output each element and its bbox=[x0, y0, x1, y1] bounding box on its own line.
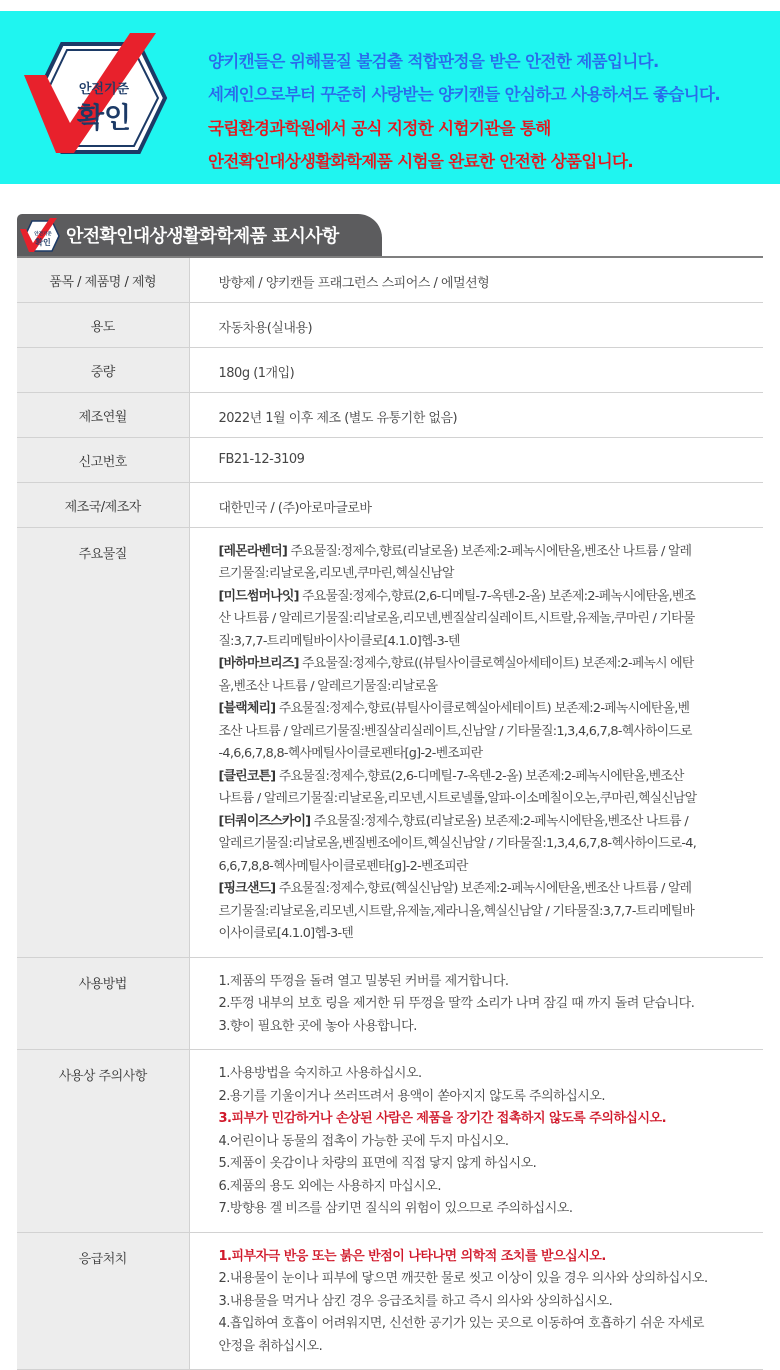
safety-check-badge-icon bbox=[18, 31, 168, 166]
svg-text:확인: 확인 bbox=[35, 238, 51, 247]
caution-line: 1.사용방법을 숙지하고 사용하십시오. bbox=[218, 1066, 422, 1081]
svg-text:안전기준: 안전기준 bbox=[34, 232, 52, 237]
row-label: 응급처치 bbox=[17, 1232, 189, 1370]
ingredients-list bbox=[189, 527, 763, 957]
ingredient-name: [미드썸머나잇] bbox=[218, 588, 299, 604]
row-value: 방향제 / 양키캔들 프래그런스 스피어스 / 에멀션형 bbox=[189, 257, 763, 302]
firstaid-list bbox=[189, 1232, 763, 1370]
row-value: 자동차용(실내용) bbox=[189, 302, 763, 347]
caution-line-highlighted: 3.피부가 민감하거나 손상된 사람은 제품을 장기간 접촉하지 않도록 주의하십시오. bbox=[218, 1111, 667, 1126]
table-row bbox=[17, 302, 763, 347]
row-label: 주요물질 bbox=[17, 527, 189, 957]
banner-message bbox=[208, 45, 720, 179]
safety-check-mini-icon bbox=[19, 217, 61, 255]
table-row-directions bbox=[17, 957, 763, 1050]
ingredient-name: [블랙체리] bbox=[218, 701, 276, 716]
row-label: 용도 bbox=[17, 302, 189, 347]
cautions-list bbox=[189, 1050, 763, 1233]
table-row-firstaid bbox=[17, 1232, 763, 1370]
directions-list bbox=[189, 957, 763, 1050]
row-label: 중량 bbox=[17, 347, 189, 392]
row-value: 180g (1개입) bbox=[189, 347, 763, 392]
row-label: 제조국/제조자 bbox=[17, 482, 189, 527]
ingredient-line: 이사이클로[4.1.0]헵-3-텐 bbox=[218, 926, 354, 941]
caution-line: 6.제품의 용도 외에는 사용하지 마십시오. bbox=[218, 1178, 441, 1194]
ingredient-line: [터쿼이즈스카이] 주요물질:정제수,향료(리날로올) 보존제:2-페녹시에탄올,벤조산 나트륨 / bbox=[218, 813, 688, 829]
ingredient-line: [클린코튼] 주요물질:정제수,향료(2,6-디메틸-7-옥텐-2-올) 보존제:2-페녹시에탄올,벤조산 bbox=[218, 768, 684, 784]
table-row bbox=[17, 437, 763, 482]
caution-line: 4.어린이나 동물의 접촉이 가능한 곳에 두지 마십시오. bbox=[218, 1133, 509, 1149]
row-label: 품목 / 제품명 / 제형 bbox=[17, 257, 189, 302]
ingredient-line: 나트륨 / 알레르기물질:리날로올,리모넨,시트로넬롤,알파-이소메칠이오논,쿠마린,헥실신남알 bbox=[218, 791, 697, 806]
table-row bbox=[17, 257, 763, 302]
caution-line: 7.방향용 겔 비즈를 삼키면 질식의 위험이 있으므로 주의하십시오. bbox=[218, 1201, 573, 1216]
caution-line: 5.제품이 옷감이나 차량의 표면에 직접 닿지 않게 하십시오. bbox=[218, 1156, 537, 1171]
direction-line: 3.향이 필요한 곳에 놓아 사용합니다. bbox=[218, 1018, 417, 1034]
row-label: 제조연월 bbox=[17, 392, 189, 437]
ingredient-line: 올,벤조산 나트륨 / 알레르기물질:리날로올 bbox=[218, 678, 438, 694]
ingredient-line: [바하마브리즈] 주요물질:정제수,향료((뷰틸사이클로헥실아세테이트) 보존제:2-페녹시 에탄 bbox=[218, 656, 694, 671]
firstaid-line-highlighted: 1.피부자극 반응 또는 붉은 반점이 나타나면 의학적 조치를 받으십시오. bbox=[218, 1248, 606, 1264]
safety-banner bbox=[0, 11, 780, 184]
ingredient-line: 산 나트륨 / 알레르기물질:리날로올,리모넨,벤질살리실레이트,시트랄,유제놀,쿠마린 / 기타물 bbox=[218, 611, 695, 626]
ingredient-line: -4,6,6,7,8,8-헥사메틸사이클로펜타[g]-2-벤조피란 bbox=[218, 746, 483, 761]
direction-line: 1.제품의 뚜껑을 돌려 열고 밀봉된 커버를 제거합니다. bbox=[218, 973, 509, 989]
banner-line: 국립환경과학원에서 공식 지정한 시험기관을 통해 bbox=[208, 118, 551, 138]
row-label: 사용상 주의사항 bbox=[17, 1050, 189, 1233]
section-title: 안전확인대상생활화학제품 표시사항 bbox=[66, 226, 339, 247]
ingredient-line: [핑크샌드] 주요물질:정제수,향료(헥실신남알) 보존제:2-페녹시에탄올,벤조산 나트륨 / 알레 bbox=[218, 881, 692, 896]
product-info-table bbox=[17, 256, 763, 1370]
svg-text:확인: 확인 bbox=[76, 101, 132, 134]
banner-line: 안전확인대상생활화학제품 시험을 완료한 안전한 상품입니다. bbox=[208, 152, 634, 172]
ingredient-name: [클린코튼] bbox=[218, 768, 276, 784]
ingredient-line: 조산 나트륨 / 알레르기물질:벤질살리실레이트,신남알 / 기타물질:1,3,4,6,7,8-헥사하이드로 bbox=[218, 723, 692, 739]
banner-line: 양키캔들은 위해물질 불검출 적합판정을 받은 안전한 제품입니다. bbox=[208, 52, 659, 71]
ingredient-line: [미드썸머나잇] 주요물질:정제수,향료(2,6-디메틸-7-옥텐-2-올) 보존제:2-페녹시에탄올,벤조 bbox=[218, 588, 696, 604]
ingredient-line: 르기물질:리날로올,리모넨,시트랄,유제놀,제라니올,헥실신남알 / 기타물질:3,7,7-트리메틸바 bbox=[218, 903, 695, 919]
ingredient-name: [터쿼이즈스카이] bbox=[218, 813, 311, 829]
ingredient-line: 질:3,7,7-트리메틸바이사이클로[4.1.0]헵-3-텐 bbox=[218, 633, 460, 649]
table-row bbox=[17, 482, 763, 527]
caution-line: 2.용기를 기울이거나 쓰러뜨려서 용액이 쏟아지지 않도록 주의하십시오. bbox=[218, 1088, 606, 1104]
table-row-ingredients bbox=[17, 527, 763, 957]
ingredient-line: 알레르기물질:리날로올,벤질벤조에이트,헥실신남알 / 기타물질:1,3,4,6,7,8-헥사하이드로-4, bbox=[218, 836, 697, 851]
firstaid-line: 안정을 취하십시오. bbox=[218, 1338, 323, 1354]
ingredient-line: 르기물질:리날로올,리모넨,쿠마린,헥실신남알 bbox=[218, 566, 454, 581]
direction-line: 2.뚜껑 내부의 보호 링을 제거한 뒤 뚜껑을 딸깍 소리가 나며 잠길 때 까지 돌려 닫습니다. bbox=[218, 996, 695, 1011]
ingredient-name: [바하마브리즈] bbox=[218, 656, 299, 671]
banner-line: 세계인으로부터 꾸준히 사랑받는 양키캔들 안심하고 사용하셔도 좋습니다. bbox=[208, 85, 721, 105]
table-row bbox=[17, 347, 763, 392]
row-value: FB21-12-3109 bbox=[189, 437, 763, 482]
row-label: 사용방법 bbox=[17, 957, 189, 1050]
ingredient-line: [레몬라벤더] 주요물질:정제수,향료(리날로올) 보존제:2-페녹시에탄올,벤조산 나트륨 / 알레 bbox=[218, 543, 692, 559]
firstaid-line: 3.내용물을 먹거나 삼킨 경우 응급조치를 하고 즉시 의사와 상의하십시오. bbox=[218, 1293, 613, 1309]
ingredient-name: [핑크샌드] bbox=[218, 881, 276, 896]
ingredient-name: [레몬라벤더] bbox=[218, 543, 288, 559]
firstaid-line: 4.흡입하여 호흡이 어려워지면, 신선한 공기가 있는 곳으로 이동하여 호흡하기 쉬운 자세로 bbox=[218, 1316, 704, 1331]
ingredient-line: 6,6,7,8,8-헥사메틸사이클로펜타[g]-2-벤조피란 bbox=[218, 858, 468, 874]
svg-text:안전기준: 안전기준 bbox=[78, 82, 130, 97]
row-value: 대한민국 / (주)아로마글로바 bbox=[189, 482, 763, 527]
table-row-cautions bbox=[17, 1050, 763, 1233]
row-value: 2022년 1월 이후 제조 (별도 유통기한 없음) bbox=[189, 392, 763, 437]
section-header bbox=[17, 214, 382, 256]
row-label: 신고번호 bbox=[17, 437, 189, 482]
firstaid-line: 2.내용물이 눈이나 피부에 닿으면 깨끗한 물로 씻고 이상이 있을 경우 의사와 상의하십시오. bbox=[218, 1271, 708, 1286]
table-row bbox=[17, 392, 763, 437]
ingredient-line: [블랙체리] 주요물질:정제수,향료(뷰틸사이클로헥실아세테이트) 보존제:2-페녹시에탄올,벤 bbox=[218, 701, 690, 716]
